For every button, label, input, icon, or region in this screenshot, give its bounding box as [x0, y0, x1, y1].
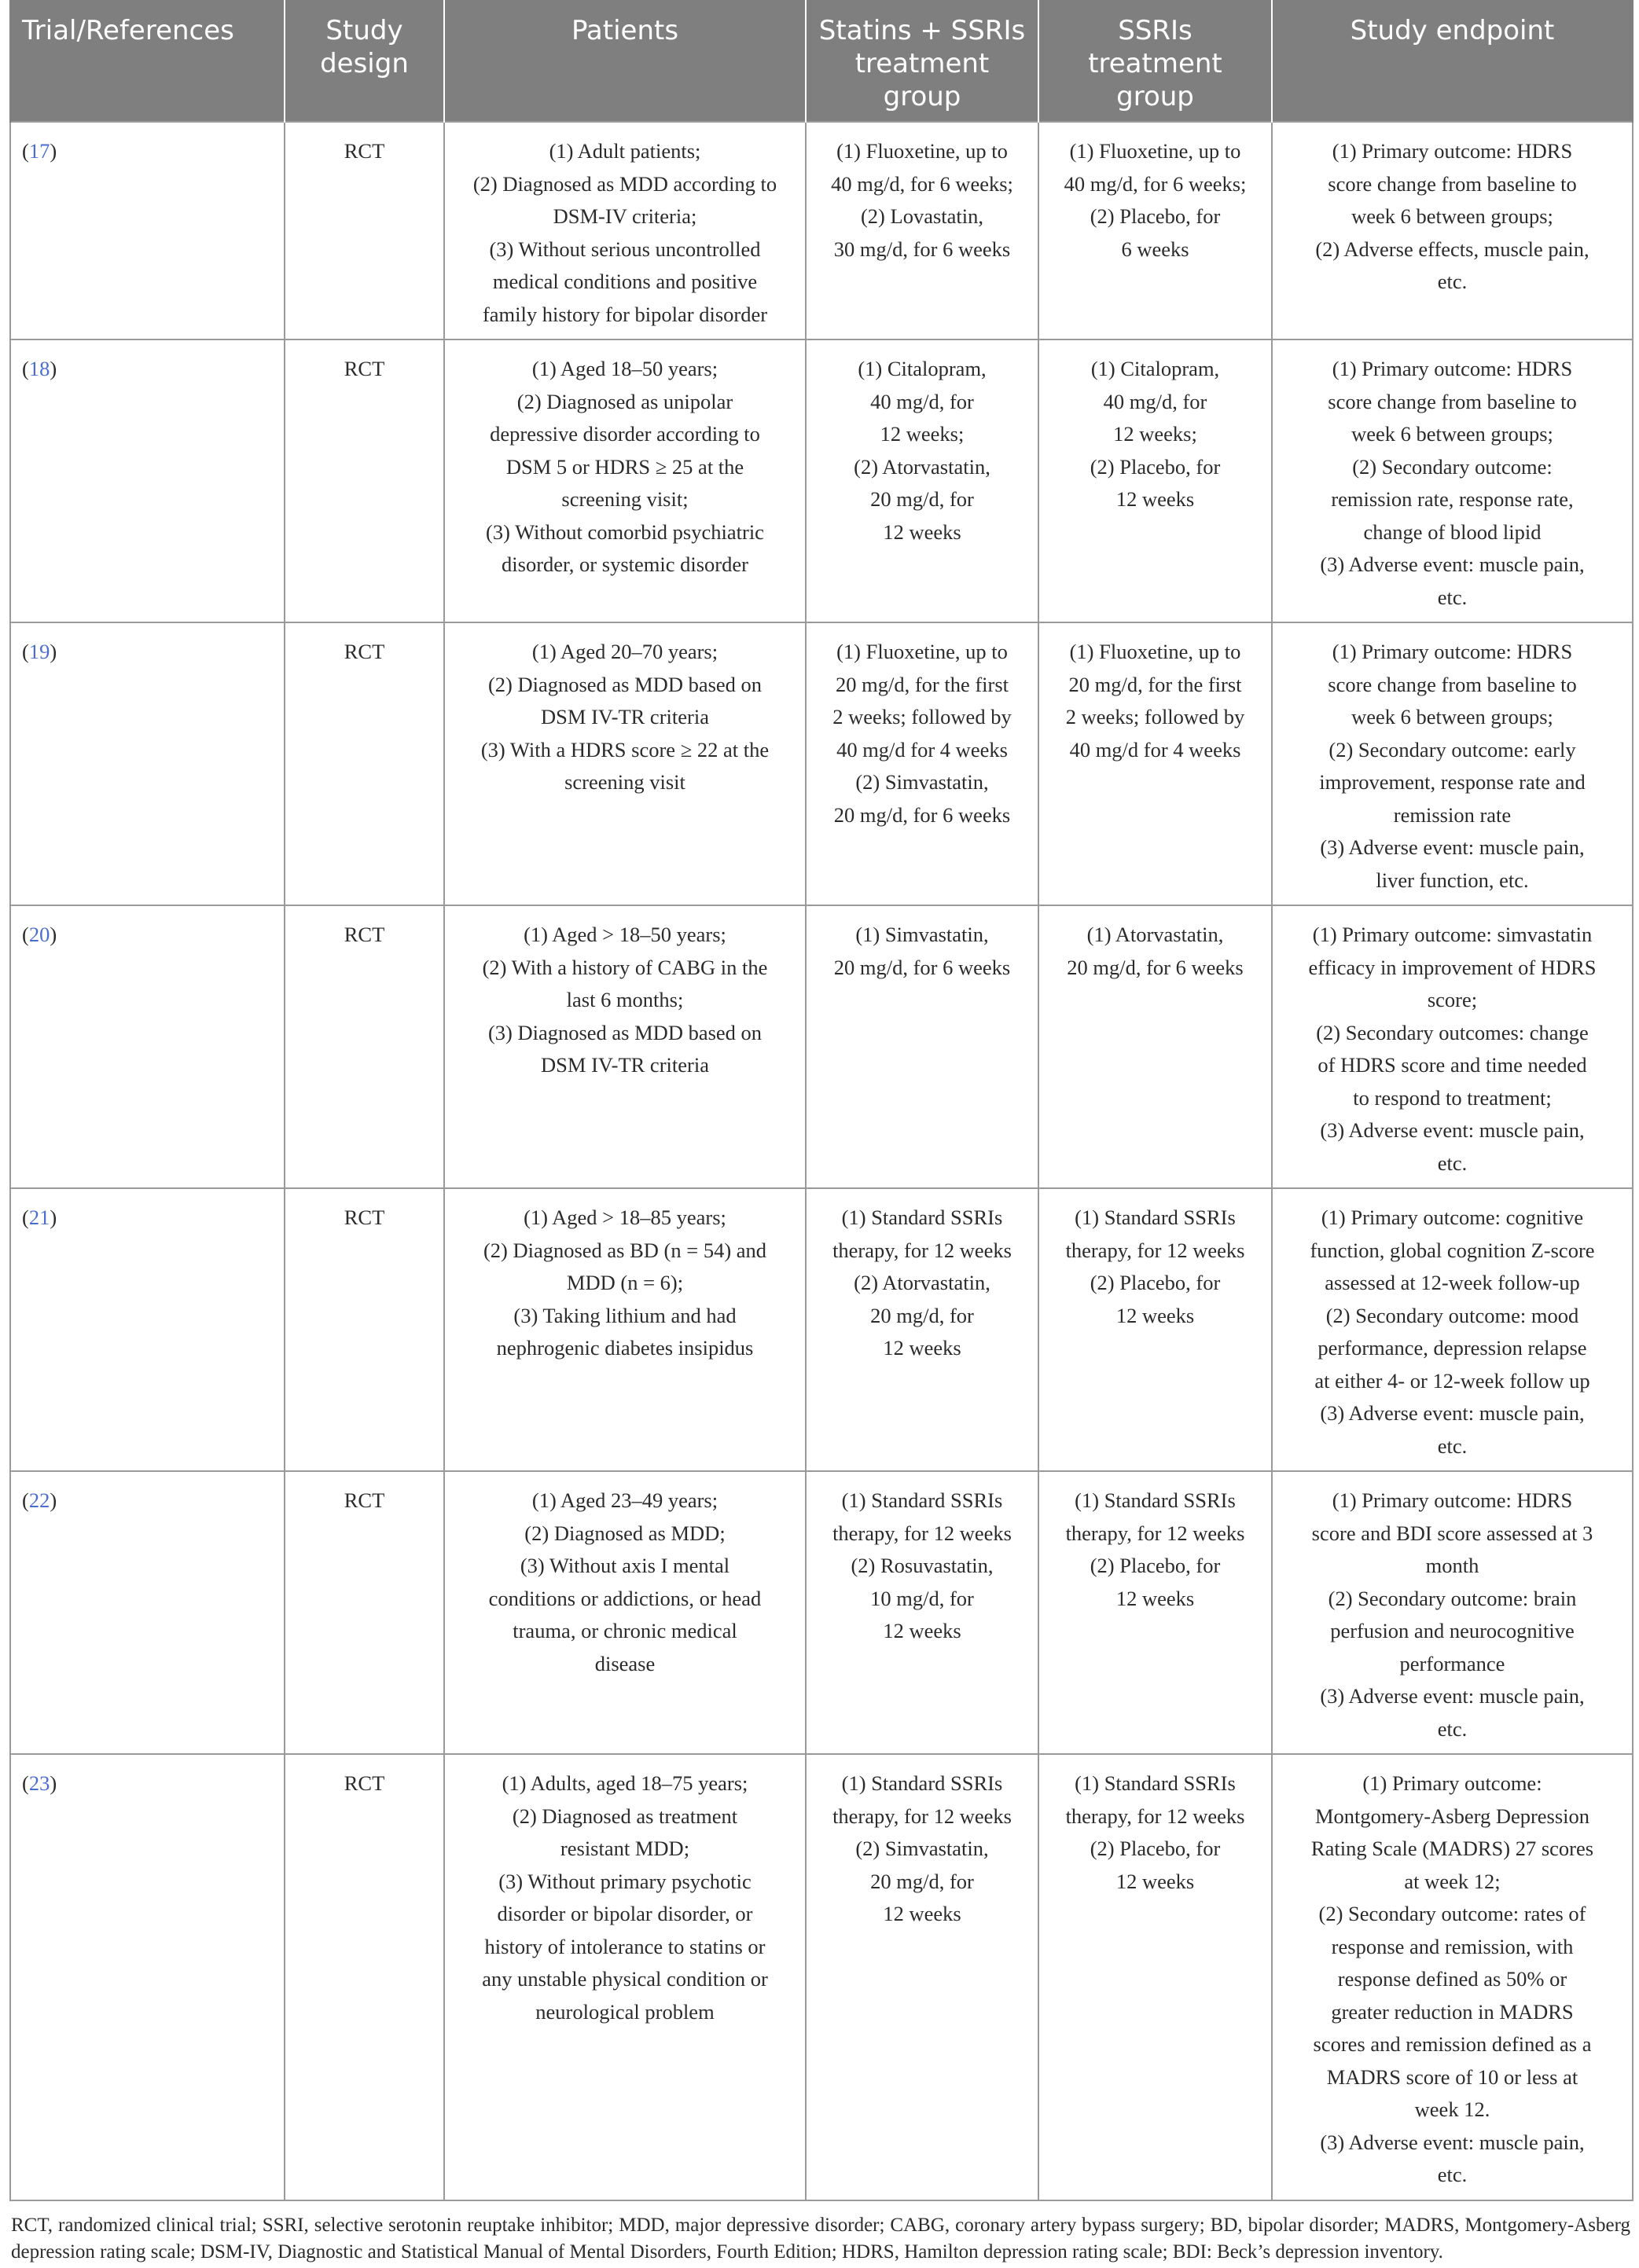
- cell-line: 12 weeks: [883, 1902, 961, 1925]
- trials-table: [9, 0, 1633, 2201]
- cell-line: (1) Primary outcome: HDRS: [1332, 139, 1573, 163]
- cell-line: etc.: [1437, 1151, 1468, 1175]
- header-line: Study endpoint: [1350, 15, 1555, 46]
- cell-line: 12 weeks: [883, 1619, 961, 1642]
- cell-line: (1) Aged 18–50 years;: [531, 357, 718, 380]
- cell-patients: [444, 1471, 806, 1754]
- cell-line: assessed at 12-week follow-up: [1325, 1271, 1580, 1294]
- cell-line: (2) Secondary outcomes: change: [1316, 1020, 1589, 1044]
- cell-line: (3) Adverse event: muscle pain,: [1320, 2130, 1585, 2154]
- cell-ssris: [1038, 339, 1272, 622]
- cell-line: (1) Adult patients;: [549, 139, 701, 163]
- cell-line: therapy, for 12 weeks: [832, 1521, 1012, 1545]
- header-line: Patients: [571, 15, 679, 46]
- cell-patients: [444, 122, 806, 339]
- cell-study-design: RCT: [285, 622, 444, 905]
- header-ssris-group: [1038, 0, 1272, 122]
- cell-line: (2) Atorvastatin,: [854, 454, 990, 479]
- cell-line: month: [1425, 1554, 1479, 1577]
- cell-line: 20 mg/d, for 6 weeks: [833, 802, 1011, 827]
- cell-line: etc.: [1437, 270, 1468, 293]
- cell-line: MDD (n = 6);: [566, 1271, 684, 1294]
- cell-line: 20 mg/d, for: [870, 1303, 974, 1327]
- cell-line: conditions or addictions, or head: [488, 1586, 762, 1610]
- table-row: [10, 339, 1633, 622]
- table-row: [10, 1188, 1633, 1471]
- cell-ssris: [1038, 122, 1272, 339]
- cell-line: response defined as 50% or: [1337, 1967, 1567, 1991]
- table-header-row: [10, 0, 1633, 122]
- cell-line: (3) Adverse event: muscle pain,: [1320, 552, 1585, 576]
- cell-ssris: [1038, 1754, 1272, 2200]
- header-line: treatment: [854, 48, 990, 79]
- cell-line: (1) Aged 20–70 years;: [531, 640, 718, 663]
- cell-line: week 6 between groups;: [1351, 204, 1553, 228]
- cell-line: (2) Simvastatin,: [855, 1837, 989, 1860]
- header-statins-ssris-group: [806, 0, 1038, 122]
- cell-line: score;: [1427, 988, 1478, 1011]
- cell-line: therapy, for 12 weeks: [1065, 1238, 1245, 1262]
- cell-line: neurological problem: [535, 1999, 715, 2024]
- cell-line: etc.: [1437, 585, 1468, 609]
- cell-study-design: RCT: [285, 122, 444, 339]
- cell-line: (1) Primary outcome: simvastatin: [1312, 923, 1593, 946]
- cell-line: (1) Standard SSRIs: [841, 1488, 1003, 1512]
- cell-reference: [10, 1188, 285, 1471]
- cell-line: disease: [594, 1651, 656, 1675]
- cell-line: (1) Primary outcome:: [1362, 1771, 1542, 1795]
- reference-open-paren: (: [22, 139, 29, 163]
- cell-line: 20 mg/d, for the first: [1068, 672, 1242, 696]
- table-row: [10, 905, 1633, 1188]
- cell-statins-ssris: [806, 339, 1038, 622]
- cell-statins-ssris: [806, 905, 1038, 1188]
- cell-study-design: RCT: [285, 905, 444, 1188]
- cell-statins-ssris: [806, 1471, 1038, 1754]
- cell-line: 12 weeks;: [880, 422, 965, 446]
- cell-line: function, global cognition Z-score: [1310, 1238, 1595, 1262]
- cell-line: greater reduction in MADRS: [1331, 1999, 1574, 2024]
- cell-line: of HDRS score and time needed: [1317, 1053, 1587, 1077]
- header-study-design: [285, 0, 444, 122]
- cell-line: (1) Fluoxetine, up to: [836, 640, 1008, 663]
- cell-statins-ssris: [806, 1754, 1038, 2200]
- cell-line: change of blood lipid: [1363, 519, 1542, 544]
- cell-line: (1) Standard SSRIs: [841, 1771, 1003, 1795]
- reference-open-paren: (: [22, 640, 29, 663]
- cell-study-endpoint: [1272, 122, 1633, 339]
- cell-line: disorder, or systemic disorder: [502, 552, 748, 576]
- cell-ssris: [1038, 622, 1272, 905]
- cell-line: depressive disorder according to: [490, 422, 760, 446]
- cell-line: efficacy in improvement of HDRS: [1308, 955, 1597, 979]
- header-line: Study: [325, 15, 403, 46]
- cell-line: (3) Without comorbid psychiatric: [486, 519, 764, 544]
- cell-line: etc.: [1437, 1433, 1468, 1458]
- cell-line: (1) Primary outcome: HDRS: [1332, 640, 1573, 663]
- cell-line: (1) Standard SSRIs: [1075, 1488, 1236, 1512]
- cell-study-endpoint: [1272, 905, 1633, 1188]
- cell-line: Montgomery-Asberg Depression: [1314, 1804, 1590, 1828]
- cell-line: (1) Fluoxetine, up to: [1069, 139, 1241, 163]
- cell-study-endpoint: [1272, 1754, 1633, 2200]
- cell-line: (2) Secondary outcome:: [1352, 454, 1553, 479]
- cell-line: week 6 between groups;: [1351, 422, 1553, 446]
- header-line: SSRIs: [1118, 15, 1193, 46]
- reference-open-paren: (: [22, 1488, 29, 1512]
- cell-line: (2) Placebo, for: [1090, 454, 1221, 479]
- cell-line: (3) Adverse event: muscle pain,: [1320, 835, 1585, 859]
- cell-line: history of intolerance to statins or: [484, 1934, 766, 1958]
- header-line: Statins + SSRIs: [818, 15, 1026, 46]
- cell-line: (2) Diagnosed as unipolar: [516, 389, 733, 413]
- cell-line: etc.: [1437, 1716, 1468, 1741]
- cell-statins-ssris: [806, 1188, 1038, 1471]
- cell-line: week 12.: [1414, 2097, 1490, 2121]
- table-body: [10, 122, 1633, 2200]
- cell-line: (2) Simvastatin,: [855, 770, 989, 794]
- cell-line: (1) Atorvastatin,: [1086, 923, 1224, 946]
- cell-line: 12 weeks: [1115, 1303, 1195, 1327]
- cell-line: 30 mg/d, for 6 weeks: [833, 237, 1011, 261]
- cell-statins-ssris: [806, 622, 1038, 905]
- cell-patients: [444, 622, 806, 905]
- cell-study-design: RCT: [285, 1471, 444, 1754]
- cell-line: (2) With a history of CABG in the: [482, 955, 768, 979]
- cell-line: score change from baseline to: [1328, 672, 1577, 696]
- cell-line: (2) Adverse effects, muscle pain,: [1315, 237, 1589, 261]
- cell-ssris: [1038, 1471, 1272, 1754]
- cell-line: performance: [1399, 1651, 1505, 1675]
- table-row: [10, 1471, 1633, 1754]
- table-row: [10, 622, 1633, 905]
- cell-study-endpoint: [1272, 339, 1633, 622]
- table-row: [10, 1754, 1633, 2200]
- cell-ssris: [1038, 1188, 1272, 1471]
- reference-open-paren: (: [22, 1206, 29, 1229]
- cell-line: (1) Fluoxetine, up to: [836, 139, 1008, 163]
- reference-link[interactable]: 17: [28, 139, 50, 163]
- cell-line: (1) Simvastatin,: [855, 923, 989, 946]
- cell-line: 40 mg/d, for 6 weeks;: [1064, 171, 1247, 196]
- reference-open-paren: (: [22, 1771, 29, 1795]
- reference-link[interactable]: 21: [28, 1206, 50, 1229]
- cell-study-design: RCT: [285, 1188, 444, 1471]
- cell-line: (2) Diagnosed as MDD according to: [472, 171, 777, 196]
- cell-line: Rating Scale (MADRS) 27 scores: [1310, 1837, 1594, 1860]
- cell-line: 12 weeks: [1115, 487, 1195, 511]
- cell-line: (3) Adverse event: muscle pain,: [1320, 1401, 1585, 1425]
- cell-reference: [10, 122, 285, 339]
- cell-line: therapy, for 12 weeks: [1065, 1521, 1245, 1545]
- cell-line: last 6 months;: [566, 988, 684, 1011]
- cell-line: family history for bipolar disorder: [482, 302, 768, 326]
- cell-line: (1) Citalopram,: [858, 357, 987, 380]
- cell-line: trauma, or chronic medical: [513, 1619, 737, 1642]
- cell-line: (2) Placebo, for: [1090, 1837, 1221, 1860]
- cell-reference: [10, 1754, 285, 2200]
- cell-line: 40 mg/d, for: [870, 389, 974, 413]
- cell-line: DSM 5 or HDRS ≥ 25 at the: [505, 454, 744, 479]
- cell-line: (1) Standard SSRIs: [1075, 1771, 1236, 1795]
- cell-line: (3) Without axis I mental: [520, 1554, 730, 1577]
- cell-line: resistant MDD;: [560, 1837, 690, 1860]
- cell-line: (3) Without serious uncontrolled: [489, 237, 761, 261]
- cell-line: 6 weeks: [1121, 237, 1189, 261]
- cell-line: (1) Fluoxetine, up to: [1069, 640, 1241, 663]
- cell-reference: [10, 905, 285, 1188]
- cell-line: (1) Standard SSRIs: [841, 1206, 1003, 1229]
- reference-link[interactable]: 20: [28, 923, 50, 946]
- cell-line: score change from baseline to: [1328, 389, 1577, 413]
- cell-line: 20 mg/d, for 6 weeks: [1067, 955, 1244, 979]
- cell-line: 10 mg/d, for: [870, 1586, 974, 1610]
- cell-line: (1) Standard SSRIs: [1075, 1206, 1236, 1229]
- cell-line: disorder or bipolar disorder, or: [497, 1902, 753, 1925]
- cell-line: performance, depression relapse: [1317, 1336, 1587, 1360]
- cell-study-endpoint: [1272, 622, 1633, 905]
- cell-patients: [444, 1188, 806, 1471]
- cell-line: therapy, for 12 weeks: [1065, 1804, 1245, 1828]
- cell-line: 40 mg/d, for 6 weeks;: [831, 171, 1013, 196]
- reference-close-paren: ): [50, 640, 57, 663]
- cell-study-endpoint: [1272, 1471, 1633, 1754]
- cell-line: 20 mg/d, for 6 weeks: [833, 955, 1011, 979]
- header-study-endpoint: [1272, 0, 1633, 122]
- cell-patients: [444, 905, 806, 1188]
- cell-line: etc.: [1437, 2163, 1468, 2186]
- table-row: [10, 122, 1633, 339]
- reference-link[interactable]: 18: [28, 357, 50, 380]
- cell-line: any unstable physical condition or: [482, 1967, 768, 1991]
- cell-line: 12 weeks;: [1113, 422, 1197, 446]
- cell-line: (2) Lovastatin,: [860, 204, 983, 228]
- cell-line: screening visit;: [561, 487, 689, 511]
- reference-open-paren: (: [22, 923, 29, 946]
- cell-statins-ssris: [806, 122, 1038, 339]
- cell-line: 20 mg/d, for the first: [835, 672, 1009, 696]
- cell-patients: [444, 339, 806, 622]
- cell-line: (3) Taking lithium and had: [513, 1303, 737, 1327]
- cell-line: 2 weeks; followed by: [832, 705, 1012, 728]
- cell-line: liver function, etc.: [1376, 868, 1529, 892]
- cell-line: (2) Diagnosed as treatment: [512, 1804, 738, 1828]
- cell-line: (2) Diagnosed as MDD based on: [487, 672, 763, 696]
- reference-close-paren: ): [50, 1771, 57, 1795]
- cell-line: 40 mg/d for 4 weeks: [836, 737, 1008, 762]
- cell-study-endpoint: [1272, 1188, 1633, 1471]
- cell-line: remission rate, response rate,: [1331, 487, 1574, 511]
- cell-line: (2) Secondary outcome: rates of: [1318, 1902, 1586, 1925]
- cell-line: (3) Adverse event: muscle pain,: [1320, 1684, 1585, 1708]
- header-line: design: [320, 48, 409, 79]
- cell-line: (3) Adverse event: muscle pain,: [1320, 1118, 1585, 1142]
- cell-line: (1) Primary outcome: HDRS: [1332, 1488, 1573, 1512]
- reference-close-paren: ): [50, 357, 57, 380]
- cell-line: (1) Aged > 18–50 years;: [524, 923, 726, 946]
- cell-line: improvement, response rate and: [1319, 770, 1586, 794]
- header-trial-references: [10, 0, 285, 122]
- cell-line: 40 mg/d for 4 weeks: [1069, 737, 1241, 762]
- cell-line: (1) Citalopram,: [1090, 357, 1220, 380]
- cell-line: 40 mg/d, for: [1103, 389, 1207, 413]
- cell-line: 12 weeks: [883, 519, 961, 544]
- cell-line: DSM IV-TR criteria: [541, 1053, 709, 1077]
- reference-close-paren: ): [50, 1206, 57, 1229]
- cell-line: 12 weeks: [1115, 1586, 1195, 1610]
- cell-line: (2) Secondary outcome: early: [1328, 737, 1576, 762]
- header-line: treatment: [1088, 48, 1222, 79]
- cell-study-design: RCT: [285, 339, 444, 622]
- cell-line: (2) Diagnosed as MDD;: [524, 1521, 726, 1545]
- header-line: group: [1116, 81, 1194, 112]
- cell-reference: [10, 1471, 285, 1754]
- cell-line: therapy, for 12 weeks: [832, 1804, 1012, 1828]
- table-footnote: RCT, randomized clinical trial; SSRI, selective serotonin reuptake inhibitor; MDD, major depressive disorder; CABG, coronary artery bypass surgery; BD, bipolar disorder; MADRS, Montgomery-Asberg depression rating scale; DSM-IV, Diagnostic and Statistical Manual of Mental Disorders, Fourth Edition; HDRS, Hamilton depression rating scale; BDI: Beck’s depression inventory.: [11, 2214, 1630, 2262]
- cell-study-design: RCT: [285, 1754, 444, 2200]
- cell-line: 20 mg/d, for: [870, 487, 974, 511]
- cell-reference: [10, 339, 285, 622]
- cell-line: 20 mg/d, for: [870, 1869, 974, 1893]
- reference-close-paren: ): [50, 1488, 57, 1512]
- reference-link[interactable]: 19: [28, 640, 50, 663]
- cell-line: week 6 between groups;: [1351, 705, 1553, 728]
- cell-line: (3) With a HDRS score ≥ 22 at the: [480, 737, 770, 762]
- reference-link[interactable]: 23: [28, 1771, 50, 1795]
- cell-line: to respond to treatment;: [1353, 1085, 1552, 1110]
- cell-line: medical conditions and positive: [492, 270, 758, 293]
- reference-open-paren: (: [22, 357, 29, 380]
- cell-line: DSM IV-TR criteria: [541, 705, 709, 728]
- cell-line: (1) Primary outcome: cognitive: [1321, 1206, 1584, 1229]
- header-patients: [444, 0, 806, 122]
- cell-line: score and BDI score assessed at 3: [1311, 1521, 1593, 1545]
- cell-line: (3) Diagnosed as MDD based on: [487, 1020, 763, 1044]
- cell-line: nephrogenic diabetes insipidus: [496, 1336, 754, 1360]
- cell-line: at either 4- or 12-week follow up: [1314, 1368, 1590, 1393]
- cell-line: (2) Rosuvastatin,: [851, 1554, 994, 1577]
- cell-line: scores and remission defined as a: [1313, 2032, 1592, 2056]
- document-page: [9, 0, 1632, 2266]
- cell-line: screening visit: [564, 770, 685, 794]
- cell-line: 2 weeks; followed by: [1065, 705, 1245, 728]
- cell-line: (2) Placebo, for: [1090, 1554, 1221, 1577]
- cell-line: therapy, for 12 weeks: [832, 1238, 1012, 1262]
- cell-line: (1) Adults, aged 18–75 years;: [502, 1771, 748, 1795]
- reference-link[interactable]: 22: [28, 1488, 50, 1512]
- cell-line: (2) Placebo, for: [1090, 1271, 1221, 1294]
- cell-reference: [10, 622, 285, 905]
- cell-line: (2) Secondary outcome: mood: [1325, 1303, 1579, 1327]
- cell-patients: [444, 1754, 806, 2200]
- cell-line: remission rate: [1393, 802, 1512, 827]
- cell-line: at week 12;: [1404, 1869, 1501, 1893]
- cell-line: (2) Atorvastatin,: [854, 1271, 990, 1294]
- cell-line: DSM-IV criteria;: [553, 204, 697, 228]
- cell-line: (1) Primary outcome: HDRS: [1332, 357, 1573, 380]
- cell-line: (1) Aged 23–49 years;: [531, 1488, 718, 1512]
- reference-close-paren: ): [50, 139, 57, 163]
- header-line: group: [883, 81, 961, 112]
- cell-line: (2) Diagnosed as BD (n = 54) and: [483, 1238, 767, 1262]
- cell-line: (2) Secondary outcome: brain: [1328, 1586, 1577, 1610]
- cell-line: (2) Placebo, for: [1090, 204, 1221, 228]
- cell-line: MADRS score of 10 or less at: [1326, 2064, 1578, 2089]
- cell-line: 12 weeks: [1115, 1869, 1195, 1893]
- cell-line: perfusion and neurocognitive: [1330, 1619, 1575, 1642]
- cell-line: score change from baseline to: [1328, 171, 1577, 196]
- cell-line: (3) Without primary psychotic: [498, 1869, 752, 1893]
- cell-line: response and remission, with: [1331, 1934, 1574, 1958]
- cell-line: 12 weeks: [883, 1336, 961, 1360]
- reference-close-paren: ): [50, 923, 57, 946]
- header-line: Trial/References: [22, 15, 234, 46]
- cell-ssris: [1038, 905, 1272, 1188]
- cell-line: (1) Aged > 18–85 years;: [524, 1206, 726, 1229]
